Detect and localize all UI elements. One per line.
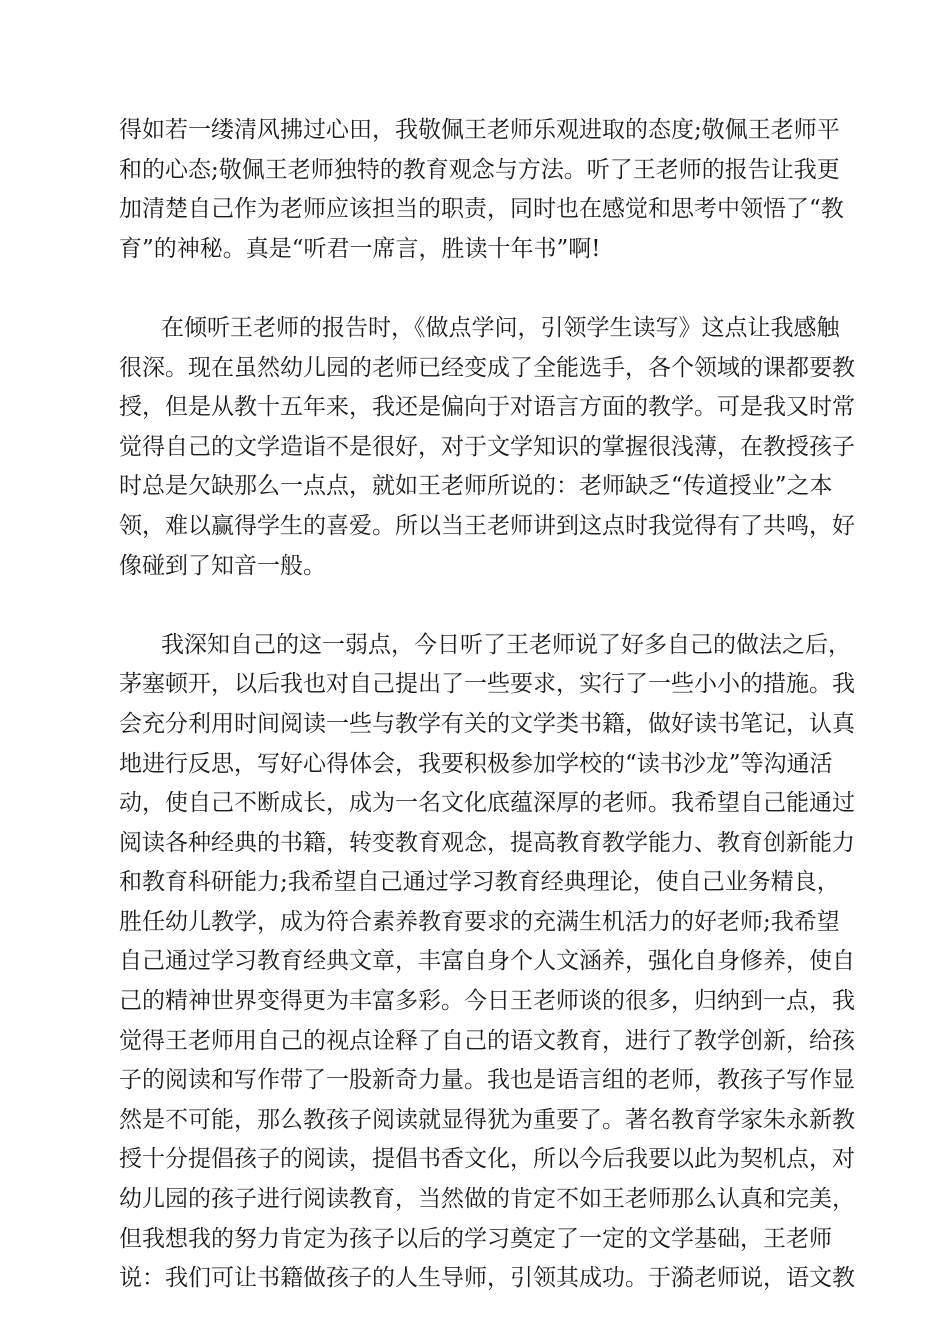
paragraph-2 — [119, 309, 855, 586]
text-line: 领，难以赢得学生的喜爱。所以当王老师讲到这点时我觉得有了共鸣，好 — [119, 512, 855, 539]
text-line: 授十分提倡孩子的阅读，提倡书香文化，所以今后我要以此为契机点，对 — [119, 1146, 855, 1173]
text-line: 育”的神秘。真是“听君一席言，胜读十年书”啊! — [119, 235, 601, 262]
text-line: 但我想我的努力肯定为孩子以后的学习奠定了一定的文学基础，王老师 — [119, 1225, 832, 1252]
paragraph-1 — [119, 111, 844, 269]
paragraph-spacing — [119, 586, 835, 626]
text-line: 然是不可能，那么教孩子阅读就显得犹为重要了。著名教育学家朱永新教 — [119, 1106, 855, 1133]
text-line: 和的心态;敬佩王老师独特的教育观念与方法。听了王老师的报告让我更 — [119, 156, 840, 183]
text-line: 觉得王老师用自己的视点诠释了自己的语文教育，进行了教学创新，给孩 — [119, 1027, 855, 1054]
text-line: 地进行反思，写好心得体会，我要积极参加学校的“读书沙龙”等沟通活 — [119, 750, 833, 777]
text-line: 阅读各种经典的书籍，转变教育观念，提高教育教学能力、教育创新能力 — [119, 829, 855, 856]
paragraph-3 — [119, 626, 855, 1299]
text-line: 我深知自己的这一弱点，今日听了王老师说了好多自己的做法之后， — [161, 631, 851, 658]
text-line: 茅塞顿开，以后我也对自己提出了一些要求，实行了一些小小的措施。我 — [119, 671, 855, 698]
text-line: 得如若一缕清风拂过心田，我敬佩王老师乐观进取的态度;敬佩王老师平 — [119, 117, 840, 143]
text-line: 授，但是从教十五年来，我还是偏向于对语言方面的教学。可是我又时常 — [119, 394, 855, 421]
text-line: 像碰到了知音一般。 — [119, 552, 326, 579]
text-line: 和教育科研能力;我希望自己通过学习教育经典理论，使自己业务精良， — [119, 869, 840, 896]
paragraph-spacing — [119, 269, 835, 309]
text-line: 会充分利用时间阅读一些与教学有关的文学类书籍，做好读书笔记，认真 — [119, 710, 855, 737]
text-line: 动，使自己不断成长，成为一名文化底蕴深厚的老师。我希望自己能通过 — [119, 790, 855, 817]
text-line: 很深。现在虽然幼儿园的老师已经变成了全能选手，各个领域的课都要教 — [119, 354, 855, 381]
text-line: 在倾听王老师的报告时，《做点学问，引领学生读写》这点让我感触 — [161, 314, 840, 341]
text-line: 加清楚自己作为老师应该担当的职责，同时也在感觉和思考中领悟了“教 — [119, 196, 844, 223]
text-line: 说：我们可让书籍做孩子的人生导师，引领其成功。于漪老师说，语文教 — [119, 1265, 855, 1292]
document-body — [119, 111, 855, 1299]
text-line: 自己通过学习教育经典文章，丰富自身个人文涵养，强化自身修养，使自 — [119, 948, 855, 975]
text-line: 时总是欠缺那么一点点，就如王老师所说的：老师缺乏“传道授业”之本 — [119, 473, 833, 500]
text-line: 幼儿园的孩子进行阅读教育，当然做的肯定不如王老师那么认真和完美， — [119, 1186, 855, 1213]
text-line: 子的阅读和写作带了一股新奇力量。我也是语言组的老师，教孩子写作显 — [119, 1067, 855, 1094]
text-line: 胜任幼儿教学，成为符合素养教育要求的充满生机活力的好老师;我希望 — [119, 908, 840, 935]
text-line: 觉得自己的文学造诣不是很好，对于文学知识的掌握很浅薄，在教授孩子 — [119, 433, 855, 460]
text-line: 己的精神世界变得更为丰富多彩。今日王老师谈的很多，归纳到一点，我 — [119, 988, 855, 1015]
